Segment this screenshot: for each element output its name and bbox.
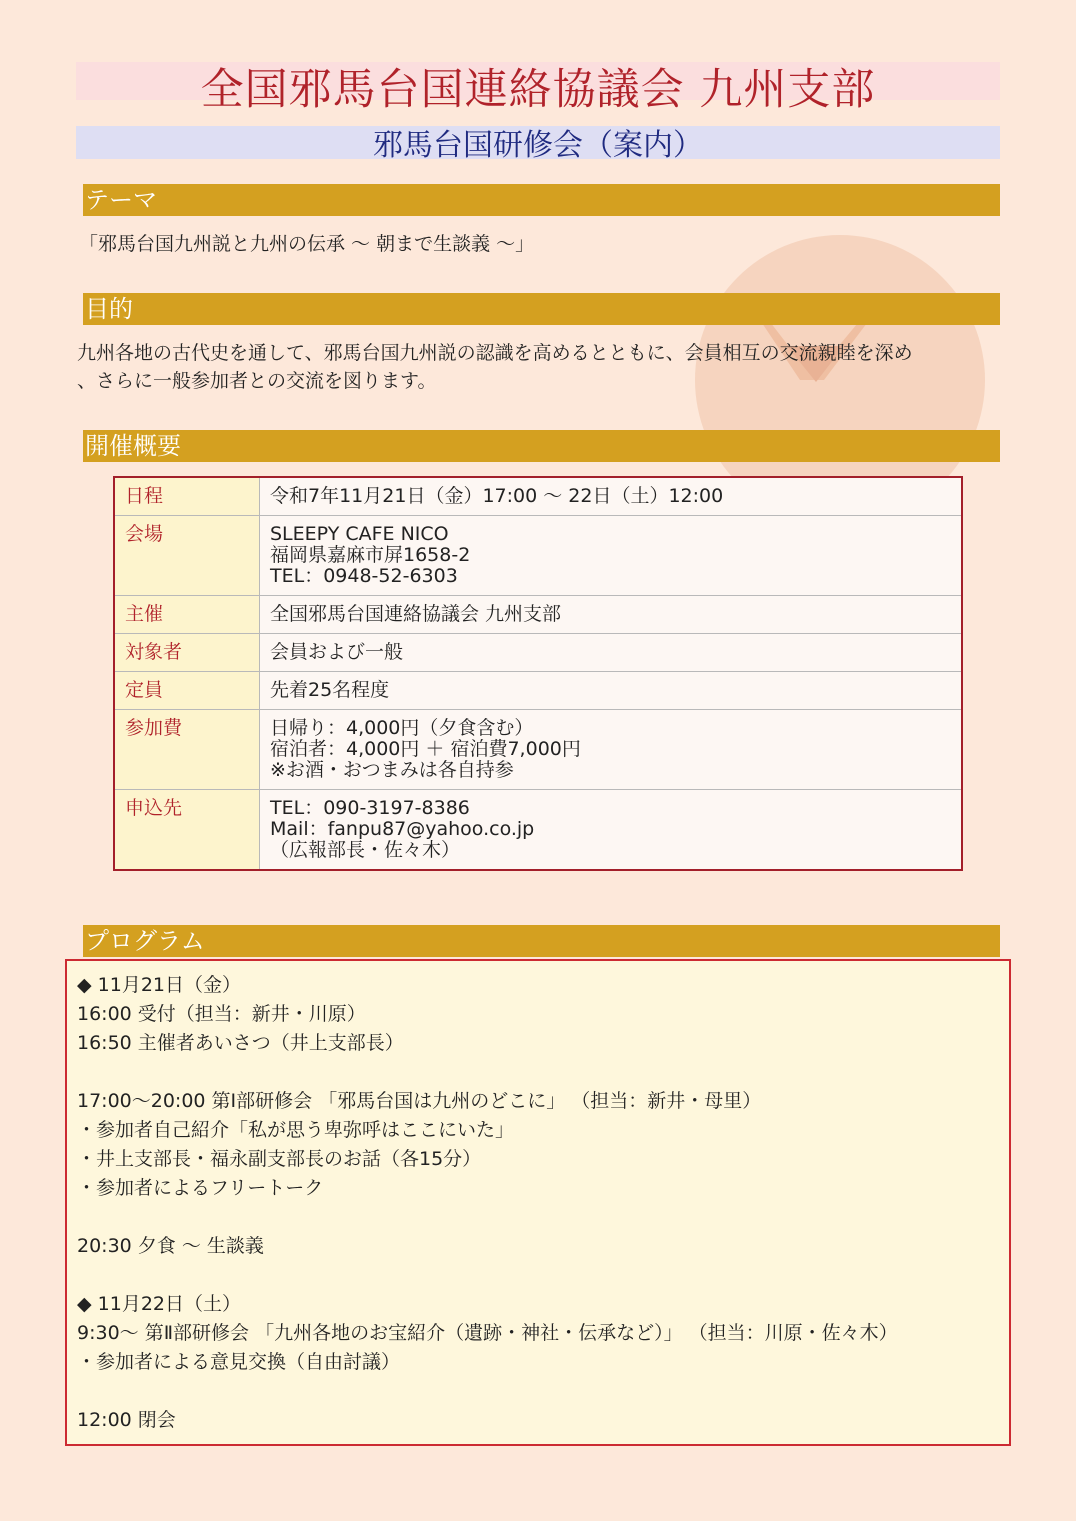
row-value-audience: 会員および一般 (260, 634, 963, 672)
section-heading-overview: 開催概要 (83, 430, 1000, 462)
row-label-contact: 申込先 (114, 790, 260, 871)
table-row (114, 516, 962, 596)
program-line (77, 1261, 1009, 1290)
theme-text: 「邪馬台国九州説と九州の伝承 〜 朝まで生談義 〜」 (79, 233, 535, 255)
table-row (114, 634, 962, 672)
row-label-schedule: 日程 (114, 477, 260, 516)
row-value-fee: 日帰り：4,000円（夕食含む） 宿泊者：4,000円 ＋ 宿泊費7,000円 ※お酒・おつまみは各自持参 (260, 710, 963, 790)
program-line (77, 1203, 1009, 1232)
row-label-venue: 会場 (114, 516, 260, 596)
program-line: ・参加者による意見交換（自由討議） (77, 1351, 401, 1373)
row-label-capacity: 定員 (114, 672, 260, 710)
table-row (114, 672, 962, 710)
row-label-fee: 参加費 (114, 710, 260, 790)
row-value-organizer: 全国邪馬台国連絡協議会 九州支部 (260, 596, 963, 634)
program-line (77, 1377, 1009, 1406)
section-heading-program: プログラム (83, 925, 1000, 957)
program-line: ・参加者によるフリートーク (77, 1177, 324, 1199)
program-line: 16:00 受付（担当：新井・川原） (77, 1003, 366, 1025)
program-line: 9:30〜 第Ⅱ部研修会 「九州各地のお宝紹介（遺跡・神社・伝承など）」 （担当：川原・佐々木） (77, 1322, 898, 1344)
section-heading-purpose: 目的 (83, 293, 1000, 325)
page-subtitle: 邪馬台国研修会（案内） (373, 128, 703, 163)
program-line: ◆ 11月21日（金） (77, 974, 242, 996)
program-line: 20:30 夕食 〜 生談義 (77, 1235, 264, 1257)
program-line: ◆ 11月22日（土） (77, 1293, 242, 1315)
table-row (114, 710, 962, 790)
program-line: 16:50 主催者あいさつ（井上支部長） (77, 1032, 404, 1054)
table-row (114, 477, 962, 516)
program-line: ・井上支部長・福永副支部長のお話（各15分） (77, 1148, 482, 1170)
overview-table (113, 476, 963, 871)
table-row (114, 596, 962, 634)
program-line: 12:00 閉会 (77, 1409, 176, 1431)
row-label-organizer: 主催 (114, 596, 260, 634)
program-line: 17:00〜20:00 第Ⅰ部研修会 「邪馬台国は九州のどこに」 （担当：新井・母里） (77, 1090, 762, 1112)
purpose-text-line-1: 九州各地の古代史を通して、邪馬台国九州説の認識を高めるとともに、会員相互の交流親睦を深め (77, 342, 913, 364)
table-row (114, 790, 962, 871)
program-line (77, 1058, 1009, 1087)
row-value-contact: TEL：090-3197-8386 Mail：fanpu87@yahoo.co.jp （広報部長・佐々木） (260, 790, 963, 871)
purpose-text-line-2: 、さらに一般参加者との交流を図ります。 (77, 370, 437, 392)
row-value-venue: SLEEPY CAFE NICO 福岡県嘉麻市屏1658-2 TEL：0948-52-6303 (260, 516, 963, 596)
row-label-audience: 対象者 (114, 634, 260, 672)
section-heading-theme: テーマ (83, 184, 1000, 216)
program-line: ・参加者自己紹介「私が思う卑弥呼はここにいた」 (77, 1119, 515, 1141)
row-value-schedule: 令和7年11月21日（金）17:00 〜 22日（土）12:00 (260, 477, 963, 516)
page-title: 全国邪馬台国連絡協議会 九州支部 (200, 65, 876, 115)
row-value-capacity: 先着25名程度 (260, 672, 963, 710)
program-box (65, 959, 1011, 1446)
